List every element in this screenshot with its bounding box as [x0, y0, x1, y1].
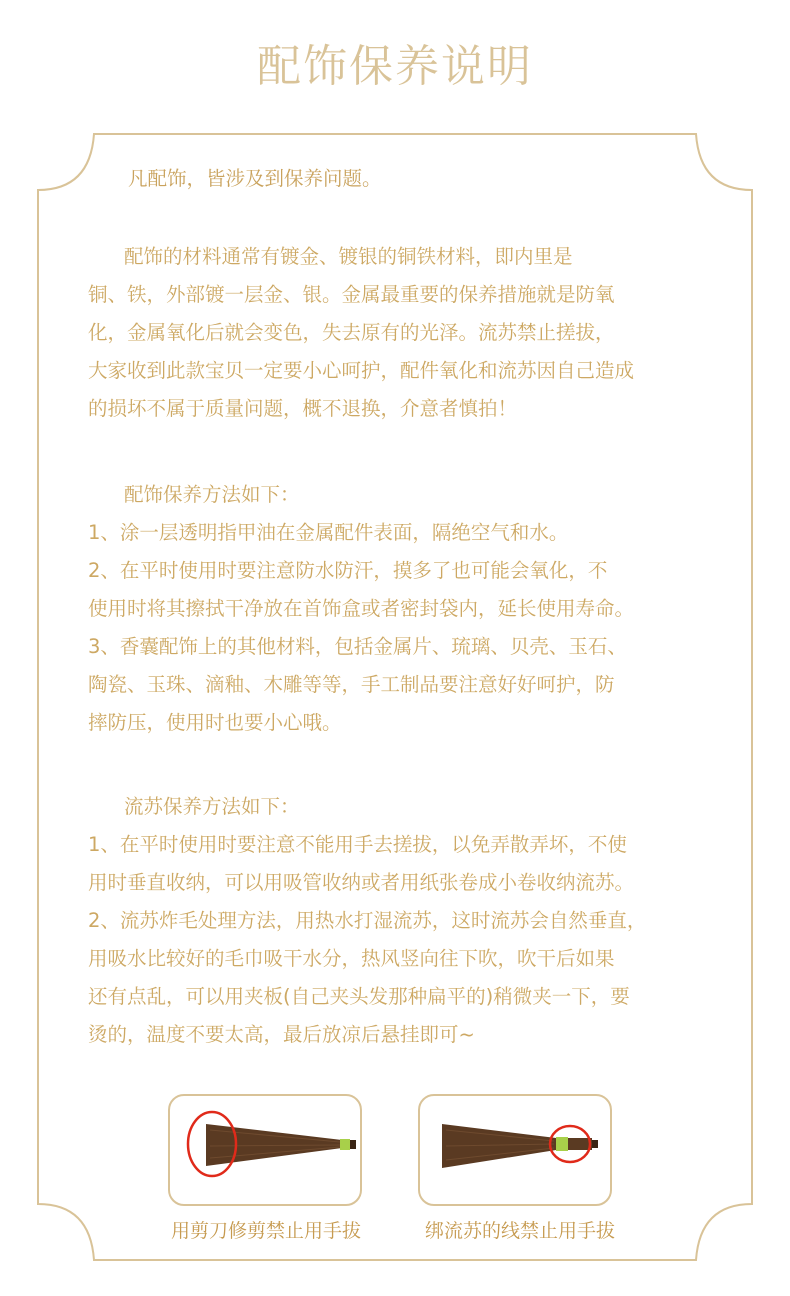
page-title: 配饰保养说明 — [257, 41, 533, 92]
tassel-trim-caption: 用剪刀修剪禁止用手拔 — [170, 1220, 361, 1242]
tassel-care-line: 烫的，温度不要太高，最后放凉后悬挂即可~ — [88, 1023, 475, 1046]
tassel-care-line: 2、流苏炸毛处理方法，用热水打湿流苏，这时流苏会自然垂直， — [88, 909, 647, 932]
tassel-care-line: 用吸水比较好的毛巾吸干水分，热风竖向往下吹，吹干后如果 — [88, 947, 615, 970]
tassel-care-heading: 流苏保养方法如下： — [124, 795, 300, 818]
material-line: 大家收到此款宝贝一定要小心呵护，配件氧化和流苏因自己造成 — [88, 359, 635, 382]
intro-paragraph — [88, 160, 728, 198]
material-line: 铜、铁，外部镀一层金、银。金属最重要的保养措施就是防氧 — [88, 283, 615, 306]
accessory-care-line: 陶瓷、玉珠、滴釉、木雕等等，手工制品要注意好好呵护，防 — [88, 673, 615, 696]
accessory-care-line: 使用时将其擦拭干净放在首饰盒或者密封袋内，延长使用寿命。 — [88, 597, 635, 620]
tassel-care-line: 用时垂直收纳，可以用吸管收纳或者用纸张卷成小卷收纳流苏。 — [88, 871, 635, 894]
tassel-care-section — [88, 788, 728, 1054]
material-line: 化，金属氧化后就会变色，失去原有的光泽。流苏禁止搓拔， — [88, 321, 615, 344]
tassel-bind-icon — [420, 1096, 610, 1204]
accessory-care-line: 摔防压，使用时也要小心哦。 — [88, 711, 342, 734]
intro-line: 凡配饰，皆涉及到保养问题。 — [128, 167, 382, 190]
tassel-trim-image — [168, 1094, 362, 1206]
accessory-care-line: 2、在平时使用时要注意防水防汗，摸多了也可能会氧化，不 — [88, 559, 608, 582]
accessory-care-section — [88, 476, 728, 742]
tassel-bind-caption: 绑流苏的线禁止用手拔 — [424, 1220, 615, 1242]
tassel-trim-icon — [170, 1096, 360, 1204]
tassel-bind-image — [418, 1094, 612, 1206]
accessory-care-line: 3、香囊配饰上的其他材料，包括金属片、琉璃、贝壳、玉石、 — [88, 635, 627, 658]
tassel-care-line: 还有点乱，可以用夹板(自己夹头发那种扁平的)稍微夹一下，要 — [88, 985, 630, 1008]
material-line: 的损坏不属于质量问题，概不退换，介意者慎拍！ — [88, 397, 518, 420]
material-line: 配饰的材料通常有镀金、镀银的铜铁材料，即内里是 — [124, 245, 573, 268]
accessory-care-line: 1、涂一层透明指甲油在金属配件表面，隔绝空气和水。 — [88, 521, 569, 544]
material-paragraph — [88, 238, 728, 428]
accessory-care-heading: 配饰保养方法如下： — [124, 483, 300, 506]
tassel-care-line: 1、在平时使用时要注意不能用手去搓拔，以免弄散弄坏，不使 — [88, 833, 627, 856]
